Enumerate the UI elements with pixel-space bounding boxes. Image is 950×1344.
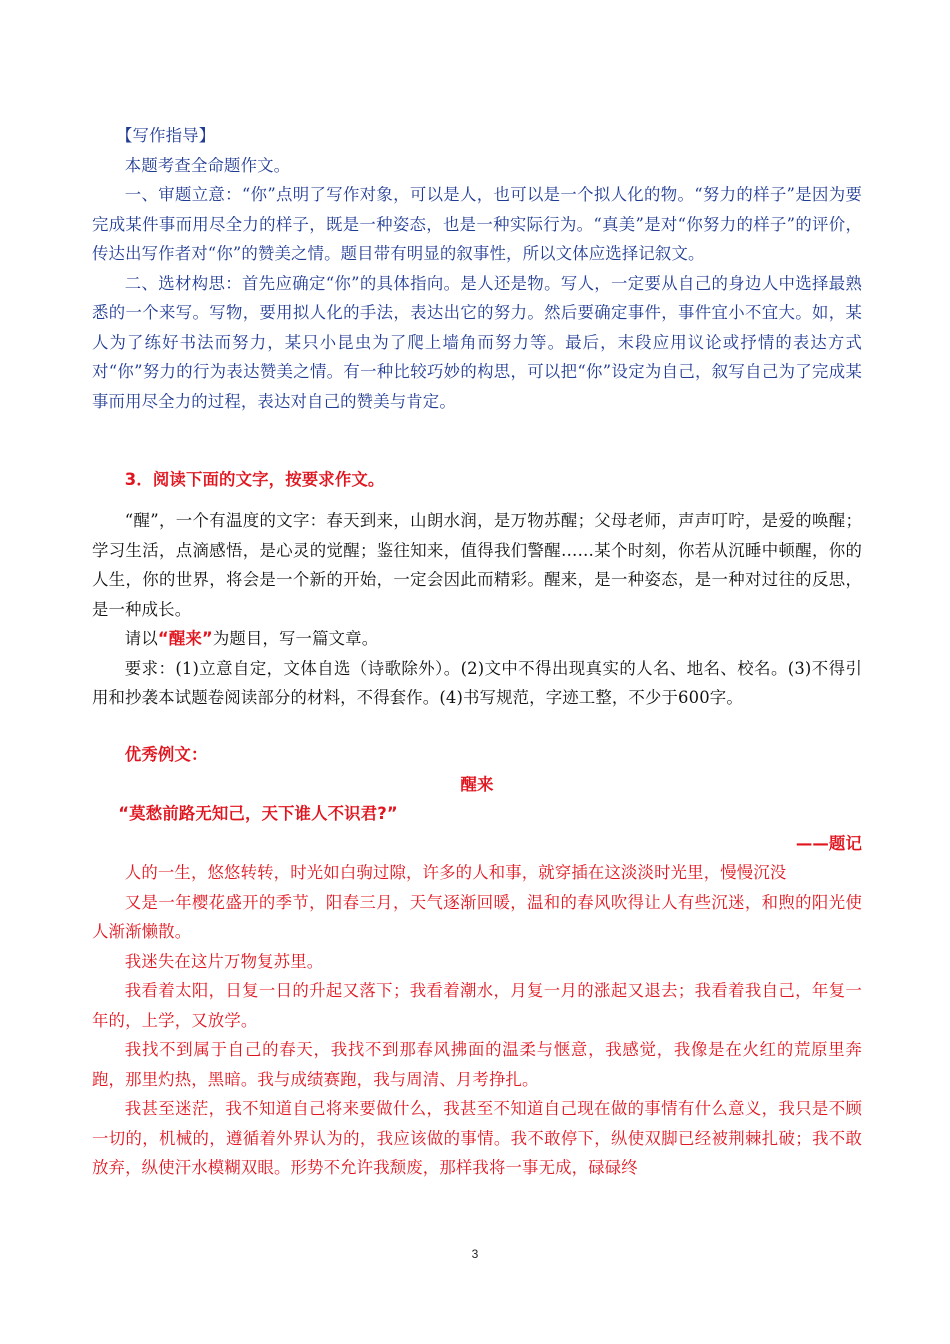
- question-requirements: 要求：(1)立意自定，文体自选（诗歌除外）。(2)文中不得出现真实的人名、地名、校名。(3)不得引用和抄袭本试题卷阅读部分的材料，不得套作。(4)书写规范，字迹工整，不少于600字。: [92, 658, 862, 707]
- essay-paragraph: 我看着太阳，日复一日的升起又落下；我看着潮水，月复一月的涨起又退去；我看着我自己，年复一年的，上学，又放学。: [92, 981, 862, 1030]
- essay-title: 醒来: [460, 774, 494, 794]
- essay-paragraph: 我甚至迷茫，我不知道自己将来要做什么，我甚至不知道自己现在做的事情有什么意义，我只是不顾一切的，机械的，遵循着外界认为的，我应该做的事情。我不敢停下，纵使双脚已经被荆棘扎破；我不敢放弃，纵使汗水模糊双眼。形势不允许我颓废，那样我将一事无成，碌碌终: [92, 1099, 862, 1177]
- prompt-topic: “醒来”: [157, 629, 213, 648]
- prompt-before: 请以: [124, 629, 158, 648]
- essay-label: 优秀例文：: [124, 745, 208, 764]
- guide-paragraph-2: 二、选材构思：首先应确定“你”的具体指向。是人还是物。写人，一定要从自己的身边人中选择最熟悉的一个来写。写物，要用拟人化的手法，表达出它的努力。然后要确定事件，事件宜小不宜大。如，某人为了练好书法而努力，某只小昆虫为了爬上墙角而努力等。最后，末段应用议论或抒情的表达方式对“你”努力的行为表达赞美之情。有一种比较巧妙的构思，可以把“你”设定为自己，叙写自己为了完成某事而用尽全力的过程，表达对自己的赞美与肯定。: [92, 273, 862, 411]
- essay-epigraph-note: ——题记: [795, 833, 862, 853]
- page-number: 3: [471, 1247, 479, 1261]
- essay-paragraph: 我找不到属于自己的春天，我找不到那春风拂面的温柔与惬意，我感觉，我像是在火红的荒原里奔跑，那里灼热，黑暗。我与成绩赛跑，我与周清、月考挣扎。: [92, 1040, 862, 1089]
- question-material: “醒”，一个有温度的文字：春天到来，山朗水润，是万物苏醒；父母老师，声声叮咛，是爱的唤醒；学习生活，点滴感悟，是心灵的觉醒；鉴往知来，值得我们警醒……某个时刻，你若从沉睡中顿醒，你的人生，你的世界，将会是一个新的开始，一定会因此而精彩。醒来，是一种姿态，是一种对过往的反思，是一种成长。: [92, 511, 862, 619]
- guide-heading: 【写作指导】: [116, 126, 216, 145]
- question-section: [92, 465, 862, 495]
- model-essay: [92, 740, 862, 1183]
- guide-paragraph-1: 一、审题立意：“你”点明了写作对象，可以是人，也可以是一个拟人化的物。“努力的样子”是因为要完成某件事而用尽全力的样子，既是一种姿态，也是一种实际行为。“真美”是对“你努力的样子”的评价，传达出写作者对“你”的赞美之情。题目带有明显的叙事性，所以文体应选择记叙文。: [92, 185, 862, 263]
- guide-intro: 本题考查全命题作文。: [124, 155, 291, 175]
- essay-paragraph: 我迷失在这片万物复苏里。: [124, 951, 324, 971]
- question-body: [92, 506, 862, 713]
- question-prompt: [92, 624, 862, 654]
- essay-epigraph: “莫愁前路无知己，天下谁人不识君?”: [118, 804, 398, 823]
- prompt-after: 为题目，写一篇文章。: [212, 629, 379, 648]
- question-title: 3．阅读下面的文字，按要求作文。: [124, 470, 385, 489]
- writing-guide-section: [92, 121, 862, 416]
- essay-paragraph: 人的一生，悠悠转转，时光如白驹过隙，许多的人和事，就穿插在这淡淡时光里，慢慢沉没: [124, 863, 787, 882]
- essay-paragraph: 又是一年樱花盛开的季节，阳春三月，天气逐渐回暖，温和的春风吹得让人有些沉迷，和煦的阳光使人渐渐懒散。: [92, 892, 862, 941]
